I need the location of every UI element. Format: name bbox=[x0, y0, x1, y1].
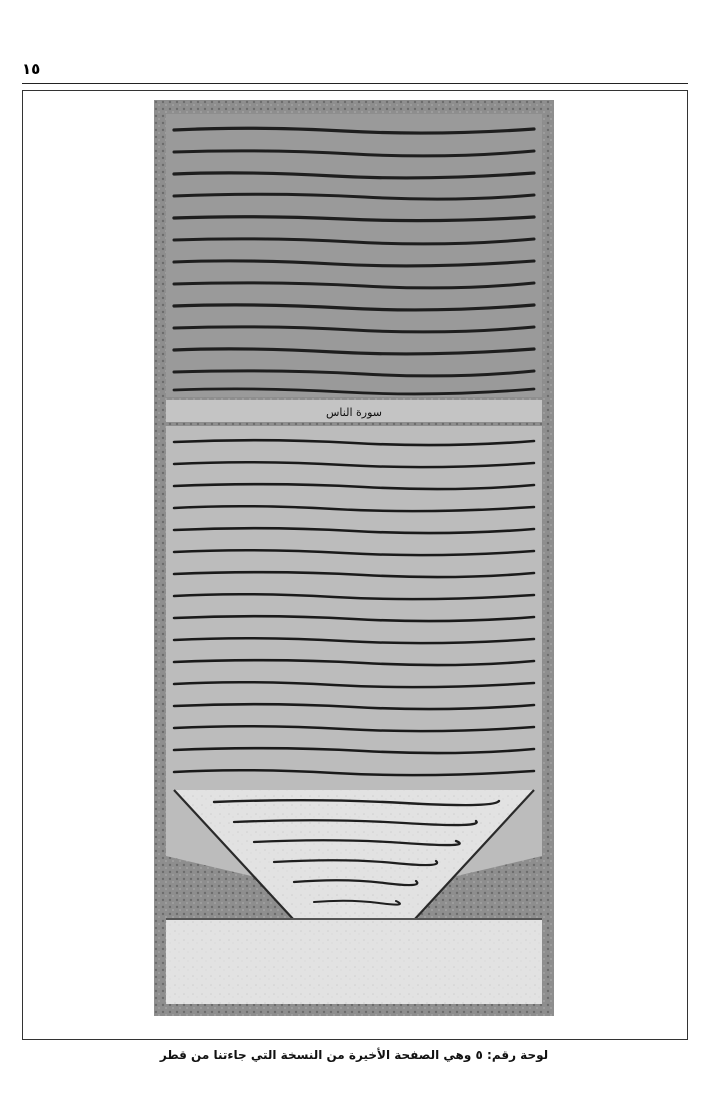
header-rule bbox=[22, 83, 688, 84]
plate-caption: لوحة رقم: ٥ وهي الصفحة الأخيرة من النسخة التي جاءتنا من قطر bbox=[159, 1048, 549, 1062]
upper-text-panel bbox=[166, 114, 542, 397]
bottom-rule bbox=[166, 918, 542, 920]
surah-heading: سورة الناس bbox=[326, 406, 382, 419]
bottom-blank-panel bbox=[166, 920, 542, 1004]
page-number: ١٥ bbox=[22, 60, 41, 78]
manuscript-photo bbox=[154, 100, 554, 1016]
